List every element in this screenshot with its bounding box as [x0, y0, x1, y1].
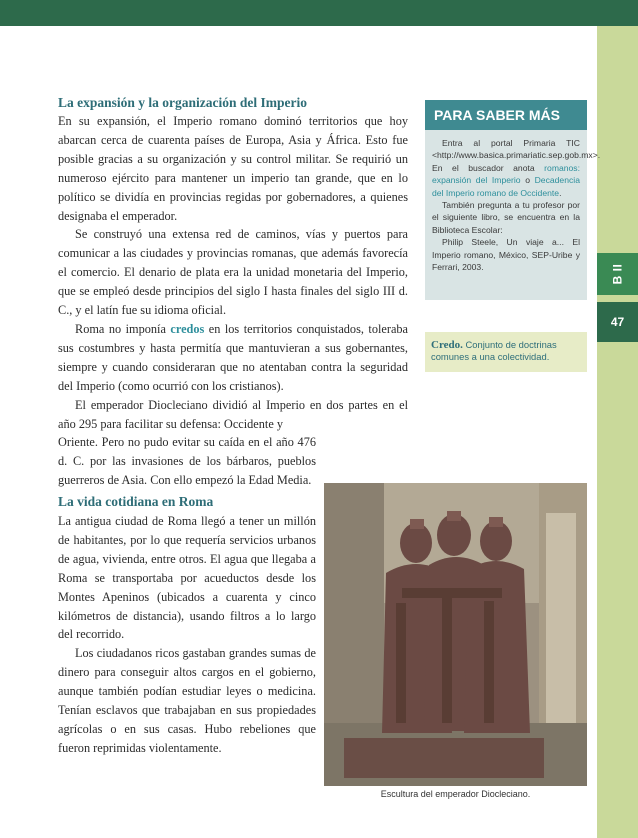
paragraph-expansion-3 — [58, 320, 408, 396]
photo-caption: Escultura del emperador Diocleciano. — [380, 789, 531, 799]
statue-photo — [324, 483, 587, 786]
side-color-band — [597, 26, 638, 838]
saber-mas-portal-text: Entra al portal Primaria TIC <http://www.basica.primariatic.sep.gob.mx>. En el buscador anota — [432, 138, 601, 173]
paragraph-expansion-4b: Oriente. Pero no pudo evitar su caída en el año 476 d. C. por las invasiones de los bárbaros, pueblos guerreros de Asia. Con ello empezó la Edad Media. — [58, 435, 316, 488]
saber-mas-text-1 — [432, 137, 601, 199]
paragraph-3-end: en los territorios conquistados, toleraba sus costumbres y hasta permitía que mantuvieran a sus gobernantes, siempre y cuando consideraran que no atentaban contra la seguridad del Imperio (como ocurrió con los cristianos). — [58, 321, 409, 393]
saber-mas-book-reference: Philip Steele, Un viaje a... El Imperio romano, México, SEP-Uribe y Ferrari, 2003. — [432, 237, 580, 273]
page-number: 47 — [597, 302, 638, 342]
section-expansion — [58, 94, 408, 490]
section-daily-life — [58, 512, 316, 758]
para-saber-mas-box — [425, 100, 601, 300]
block-tab — [597, 253, 638, 295]
search-term-2: Decadencia del Imperio romano de Occidente — [432, 175, 580, 198]
paragraph-daily-life-1: La antigua ciudad de Roma llegó a tener un millón de habitantes, por lo que requería servicios urbanos de agua, vivienda, entre otros. El agua que llegaba a Roma se transportaba por acueductos desde los Montes Apeninos (ubicados a cuarenta y cinco kilómetros de distancia), usando filtros a lo largo del recorrido. — [58, 514, 316, 642]
paragraph-expansion-4a: El emperador Diocleciano dividió al Imperio en dos partes en el año 295 para facilitar su defensa: Occidente y — [58, 397, 408, 431]
paragraph-3-start: Roma no imponía — [75, 321, 171, 336]
glossary-term: Credo. — [431, 339, 463, 351]
glossary-definition: Conjunto de doctrinas comunes a una colectividad. — [431, 339, 557, 363]
para-saber-mas-body — [425, 130, 601, 273]
saber-mas-period: . — [559, 187, 562, 198]
top-color-bar — [0, 0, 638, 26]
para-saber-mas-title: PARA SABER MÁS — [425, 100, 587, 130]
paragraph-expansion-2: Se construyó una extensa red de caminos, vías y puertos para comunicar a las ciudades y provincias romanas, que además favorecía el comercio. El denario de plata era la unidad monetaria del Imperio, que se empleó desde principios del siglo I hasta finales del siglo III d. C., y el latín fue su idioma oficial. — [58, 227, 408, 318]
section-title-expansion: La expansión y la organización del Imperio — [58, 95, 308, 110]
section-title-daily-life: La vida cotidiana en Roma — [58, 494, 214, 509]
search-term-1: romanos: expansión del Imperio — [432, 162, 580, 186]
tetrarchs-sculpture-image — [324, 483, 587, 786]
term-credos: credos — [170, 321, 205, 336]
paragraph-expansion-1: En su expansión, el Imperio romano dominó territorios que hoy abarcan cerca de cuarenta países de Europa, Asia y África. Esto fue posible gracias a su organización y su control militar. Se requirió un numeroso ejército para mantener un imperio tan grande, que en lo político se dividía en provincias regidas por gobernadores, a quienes designaba el emperador. — [58, 114, 408, 223]
saber-mas-connector: o — [520, 175, 535, 186]
glossary-box — [425, 332, 587, 372]
block-label: B II — [610, 263, 625, 285]
paragraph-daily-life-2: Los ciudadanos ricos gastaban grandes sumas de dinero para conseguir altos cargos en el gobierno, aunque también podían estudiar leyes o medicina. Tenían esclavos que trabajaban en sus propiedades agrícolas o en sus casas. Hubo rebeliones que fueron reprimidas violentamente. — [58, 646, 316, 755]
saber-mas-text-2: También pregunta a tu profesor por el siguiente libro, se encuentra en la Biblioteca Escolar: — [432, 200, 580, 235]
